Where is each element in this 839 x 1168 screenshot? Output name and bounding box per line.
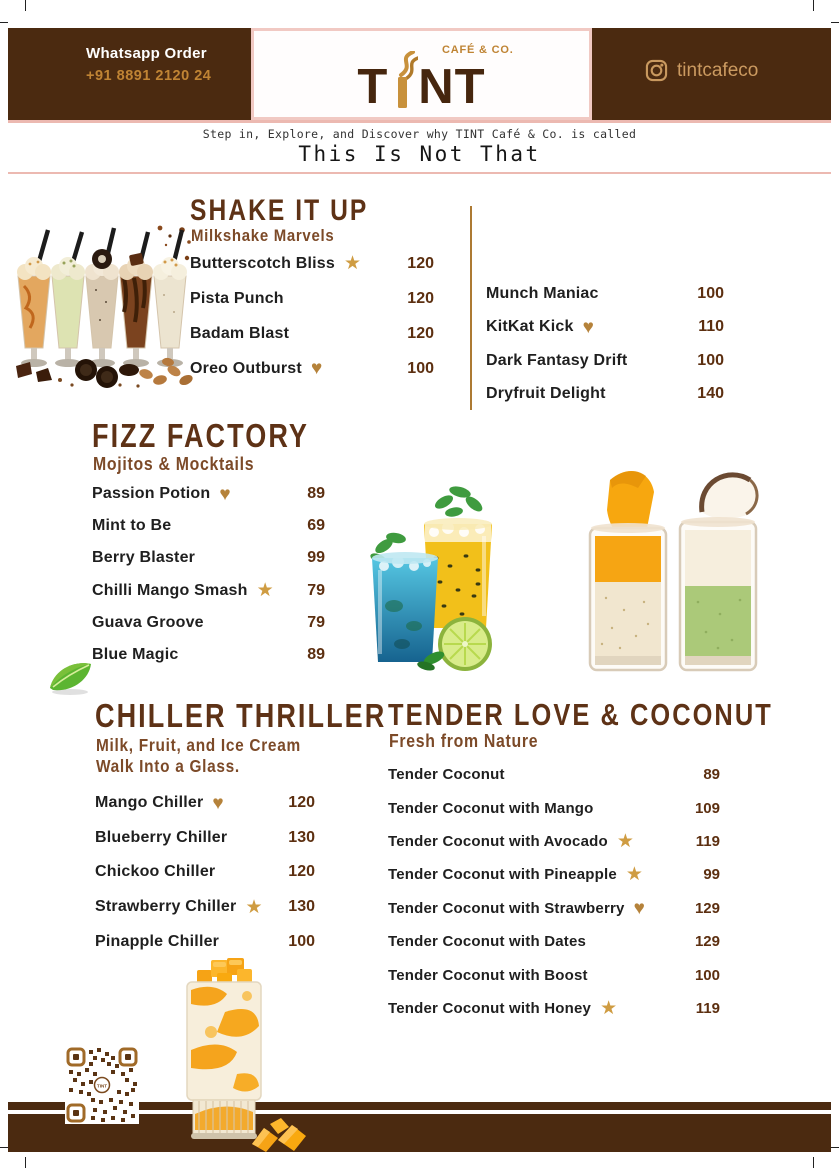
menu-item-row <box>95 890 315 925</box>
item-name: Mango Chiller <box>95 794 204 812</box>
item-name: Tender Coconut with Avocado <box>388 832 608 850</box>
qr-code <box>65 1046 139 1124</box>
logo-box <box>251 28 592 120</box>
logo-letters-nt: NT <box>418 59 486 114</box>
chiller-glass-body <box>187 982 261 1100</box>
item-name: Tender Coconut with Boost <box>388 966 588 984</box>
coconut-smoothie-glass <box>680 475 759 670</box>
item-price: 130 <box>288 828 315 846</box>
item-price: 89 <box>307 646 325 664</box>
item-name: Passion Potion <box>92 485 211 503</box>
menu-item-row <box>92 607 325 639</box>
star-icon: ★ <box>343 253 362 274</box>
item-price: 130 <box>288 898 315 916</box>
menu-item-row <box>190 351 434 386</box>
item-price: 120 <box>407 324 434 342</box>
item-name: Guava Groove <box>92 613 204 631</box>
menu-item-row <box>92 639 325 671</box>
heart-icon: ♥ <box>582 316 594 338</box>
item-price: 129 <box>694 899 720 917</box>
menu-item-row <box>486 311 724 345</box>
instagram-handle[interactable] <box>645 59 758 82</box>
intro-line: Step in, Explore, and Discover why TINT Café & Co. is called <box>202 127 637 141</box>
item-price: 119 <box>695 999 720 1017</box>
logo <box>254 51 589 114</box>
menu-item-row <box>486 344 724 378</box>
menu-item-row <box>92 542 325 574</box>
menu-item-row <box>388 858 720 891</box>
menu-item-row <box>388 825 720 858</box>
item-name: Tender Coconut with Pineapple <box>388 866 617 884</box>
item-price: 129 <box>694 933 720 951</box>
item-name: Tender Coconut with Honey <box>388 999 592 1017</box>
item-price: 120 <box>288 863 315 881</box>
item-name: Blue Magic <box>92 646 179 664</box>
glass-pista <box>51 257 85 367</box>
instagram-text: tintcafeco <box>677 59 759 81</box>
logo-letter-t: T <box>357 59 389 114</box>
menu-item-row <box>95 786 315 821</box>
menu-item-row <box>486 277 724 311</box>
mango-cubes-photo <box>248 1116 314 1154</box>
item-name: Munch Maniac <box>486 284 599 302</box>
whatsapp-label: Whatsapp Order <box>86 45 207 62</box>
menu-item-row <box>388 925 720 958</box>
item-name: Butterscotch Bliss <box>190 254 335 272</box>
section-title-shake: SHAKE IT UP <box>190 194 369 227</box>
instagram-icon <box>645 59 668 82</box>
fizz-items <box>92 478 325 671</box>
smoothies-photo <box>552 458 792 692</box>
item-price: 120 <box>407 254 434 272</box>
chiller-items <box>95 786 315 959</box>
menu-item-row <box>486 378 724 412</box>
star-icon: ★ <box>625 864 643 886</box>
star-icon: ★ <box>245 896 263 918</box>
item-name: Blueberry Chiller <box>95 828 228 846</box>
item-price: 69 <box>307 517 325 535</box>
menu-item-row <box>95 924 315 959</box>
section-title-tender: TENDER LOVE & COCONUT <box>388 697 773 732</box>
subtitle-line1: Milk, Fruit, and Ice Cream <box>96 735 301 755</box>
item-name: Strawberry Chiller <box>95 898 237 916</box>
item-name: Tender Coconut with Mango <box>388 799 594 817</box>
item-price: 109 <box>694 799 720 817</box>
svg-text:TINT: TINT <box>96 1083 108 1089</box>
crop-mark <box>813 1157 814 1168</box>
star-icon: ★ <box>616 830 634 852</box>
item-name: Dark Fantasy Drift <box>486 351 628 369</box>
item-price: 89 <box>307 485 325 503</box>
heart-icon: ♥ <box>633 897 645 919</box>
whatsapp-number: +91 8891 2120 24 <box>86 68 212 84</box>
item-price: 100 <box>407 359 434 377</box>
flame-logo-icon <box>388 51 418 109</box>
item-name: Tender Coconut <box>388 766 505 784</box>
item-name: Tender Coconut with Dates <box>388 933 587 951</box>
section-title-fizz: FIZZ FACTORY <box>92 417 310 454</box>
section-subtitle-chiller <box>96 735 301 777</box>
glass-oreo <box>85 249 119 367</box>
heart-icon: ♥ <box>310 358 323 379</box>
whatsapp-order[interactable] <box>86 46 211 84</box>
mint-leaf-photo <box>44 654 96 696</box>
item-price: 100 <box>697 351 724 369</box>
menu-item-row <box>92 478 325 510</box>
shake-column-1 <box>190 246 434 386</box>
item-price: 79 <box>307 613 325 631</box>
menu-item-row <box>388 892 720 925</box>
pink-divider <box>8 172 831 174</box>
logo-tagline: CAFÉ & CO. <box>442 44 514 56</box>
menu-item-row <box>190 246 434 281</box>
crop-mark <box>831 22 839 23</box>
item-name: Berry Blaster <box>92 549 196 567</box>
menu-item-row <box>388 992 720 1025</box>
menu-item-row <box>388 958 720 991</box>
tender-items <box>388 758 720 1025</box>
item-price: 120 <box>407 289 434 307</box>
menu-item-row <box>92 575 325 607</box>
crop-mark <box>0 22 8 23</box>
menu-item-row <box>95 821 315 856</box>
item-price: 100 <box>694 966 720 984</box>
item-price: 99 <box>703 866 720 884</box>
item-price: 79 <box>307 581 325 599</box>
menu-item-row <box>190 316 434 351</box>
menu-item-row <box>190 281 434 316</box>
crop-mark <box>25 1157 26 1168</box>
star-icon: ★ <box>256 580 274 602</box>
item-price: 120 <box>288 794 315 812</box>
star-icon: ★ <box>600 997 618 1019</box>
item-name: Tender Coconut with Strawberry <box>388 899 625 917</box>
vertical-divider <box>470 206 472 410</box>
mojitos-photo <box>332 466 518 682</box>
item-name: Chickoo Chiller <box>95 863 216 881</box>
item-price: 100 <box>288 932 315 950</box>
item-price: 89 <box>703 766 720 784</box>
pink-divider <box>8 120 831 123</box>
item-price: 110 <box>698 318 724 336</box>
milkshakes-photo <box>8 220 196 392</box>
item-name: Mint to Be <box>92 517 172 535</box>
item-name: Pinapple Chiller <box>95 932 220 950</box>
menu-item-row <box>388 791 720 824</box>
item-name: Badam Blast <box>190 324 290 342</box>
glass-butterscotch <box>17 257 51 367</box>
crop-mark <box>25 0 26 11</box>
section-title-chiller: CHILLER THRILLER <box>95 697 387 734</box>
crop-mark <box>813 0 814 11</box>
menu-item-row <box>92 510 325 542</box>
item-name: Dryfruit Delight <box>486 385 606 403</box>
shake-column-2 <box>486 277 724 411</box>
item-name: Oreo Outburst <box>190 359 302 377</box>
item-name: Pista Punch <box>190 289 284 307</box>
heart-icon: ♥ <box>212 792 224 814</box>
item-price: 140 <box>697 385 724 403</box>
menu-item-row <box>388 758 720 791</box>
page-title: This Is Not That <box>298 142 541 166</box>
item-price: 100 <box>697 284 724 302</box>
menu-item-row <box>95 855 315 890</box>
glass-chocolate <box>119 253 153 367</box>
item-price: 119 <box>695 832 720 850</box>
glass-vanilla <box>153 257 187 367</box>
section-subtitle-tender: Fresh from Nature <box>389 731 539 751</box>
mango-smoothie-glass <box>590 471 666 670</box>
item-name: KitKat Kick <box>486 318 574 336</box>
subtitle-line2: Walk Into a Glass. <box>96 756 240 776</box>
item-price: 99 <box>307 549 325 567</box>
section-subtitle-shake: Milkshake Marvels <box>191 226 335 245</box>
item-name: Chilli Mango Smash <box>92 581 248 599</box>
heart-icon: ♥ <box>219 483 231 505</box>
section-subtitle-fizz: Mojitos & Mocktails <box>93 454 255 474</box>
